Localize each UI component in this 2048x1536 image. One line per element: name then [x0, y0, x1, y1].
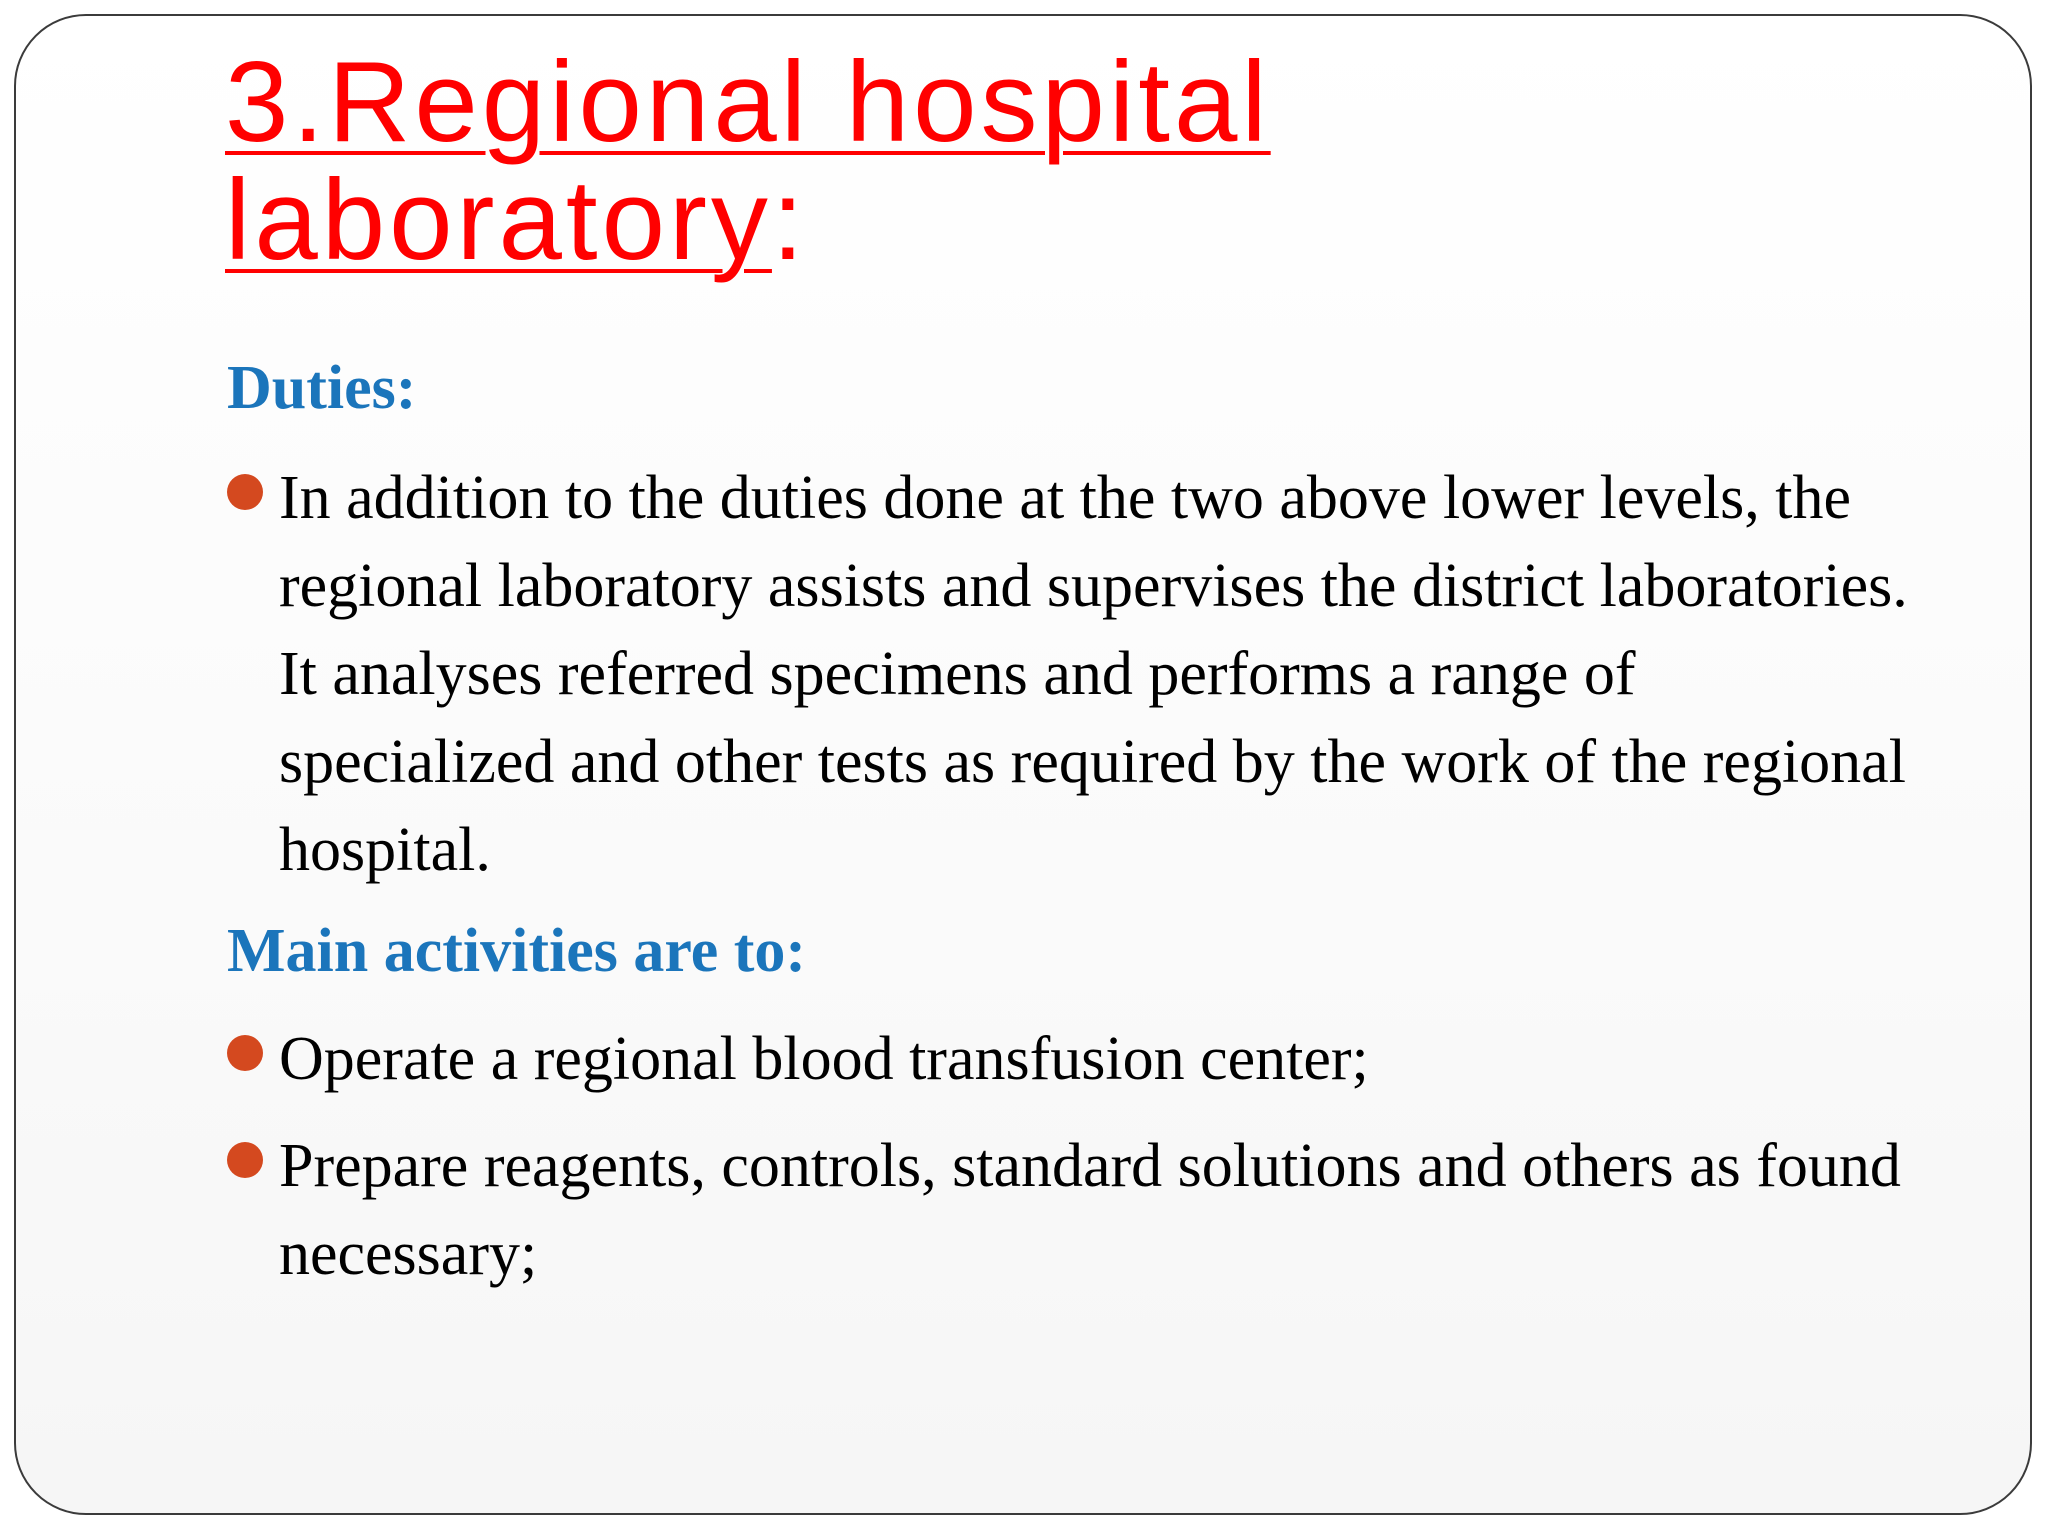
main-activities-heading: Main activities are to: [227, 917, 807, 985]
activity-bullet-item [227, 1122, 1917, 1298]
duties-bullet-item [227, 454, 1917, 894]
bullet-dot-icon [227, 1142, 263, 1178]
slide-title [225, 39, 1425, 284]
bullet-dot-icon [227, 1035, 263, 1071]
duties-bullet-text: In addition to the duties done at the two above lower levels, the regional laboratory assists and supervises the district laboratories. It analyses referred specimens and performs a range of specialized and other tests as required by the work of the regional hospital. [279, 464, 1908, 884]
slide-title-colon: : [771, 157, 808, 284]
activity-bullet-text: Operate a regional blood transfusion center; [279, 1025, 1369, 1093]
slide-title-text: 3.Regional hospital laboratory [225, 39, 1271, 284]
bullet-dot-icon [227, 474, 263, 510]
duties-heading: Duties: [227, 354, 417, 422]
activity-bullet-text: Prepare reagents, controls, standard solutions and others as found necessary; [279, 1132, 1901, 1288]
activity-bullet-item [227, 1015, 1917, 1103]
